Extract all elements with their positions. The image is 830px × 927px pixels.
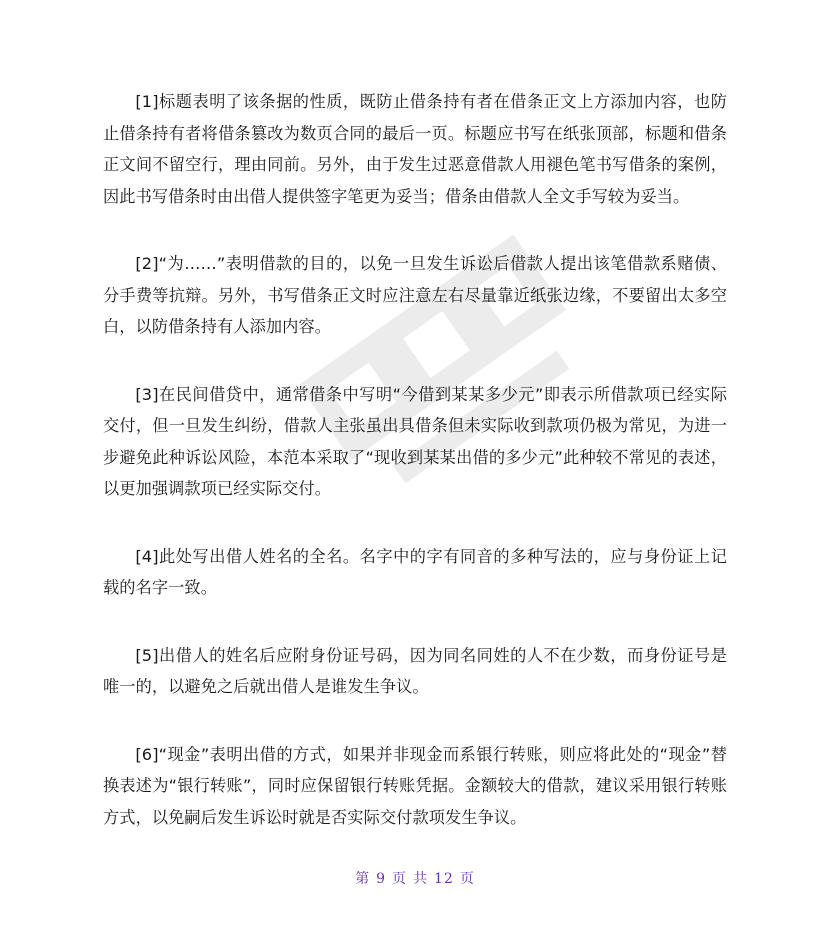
footer-total-label: 共: [413, 871, 429, 887]
footer-total-pages: 12: [434, 871, 454, 887]
note-paragraph-5: [5]出借人的姓名后应附身份证号码，因为同名同姓的人不在少数，而身份证号是唯一的，以避免之后就出借人是谁发生争议。: [103, 645, 727, 696]
footer-prefix: 第: [355, 871, 371, 887]
page-footer: [0, 868, 830, 888]
footer-page-label: 页: [392, 871, 408, 887]
footer-page-number: 9: [376, 871, 387, 887]
note-paragraph-6: [6]“现金”表明出借的方式，如果并非现金而系银行转账，则应将此处的“现金”替换表述为“银行转账”，同时应保留银行转账凭据。金额较大的借款，建议采用银行转账方式，以免嗣后发生诉讼时就是否实际交付款项发生争议。: [103, 744, 727, 827]
note-paragraph-3: [3]在民间借贷中，通常借条中写明“今借到某某多少元”即表示所借款项已经实际交付，但一旦发生纠纷，借款人主张虽出具借条但未实际收到款项仍极为常见，为进一步避免此种诉讼风险，本范本采取了“现收到某某出借的多少元”此种较不常见的表述，以更加强调款项已经实际交付。: [103, 384, 727, 498]
footer-suffix: 页: [459, 871, 475, 887]
note-paragraph-4: [4]此处写出借人姓名的全名。名字中的字有同音的多种写法的，应与身份证上记载的名字一致。: [103, 546, 727, 597]
note-paragraph-2: [2]“为……”表明借款的目的，以免一旦发生诉讼后借款人提出该笔借款系赌债、分手费等抗辩。另外，书写借条正文时应注意左右尽量靠近纸张边缘，不要留出太多空白，以防借条持有人添加内容。: [103, 254, 727, 336]
document-body: [103, 86, 727, 869]
note-paragraph-1: [1]标题表明了该条据的性质，既防止借条持有者在借条正文上方添加内容，也防止借条持有者将借条篡改为数页合同的最后一页。标题应书写在纸张顶部，标题和借条正文间不留空行，理由同前。另外，由于发生过恶意借款人用褪色笔书写借条的案例，因此书写借条时由出借人提供签字笔更为妥当；借条由借款人全文手写较为妥当。: [103, 92, 727, 206]
